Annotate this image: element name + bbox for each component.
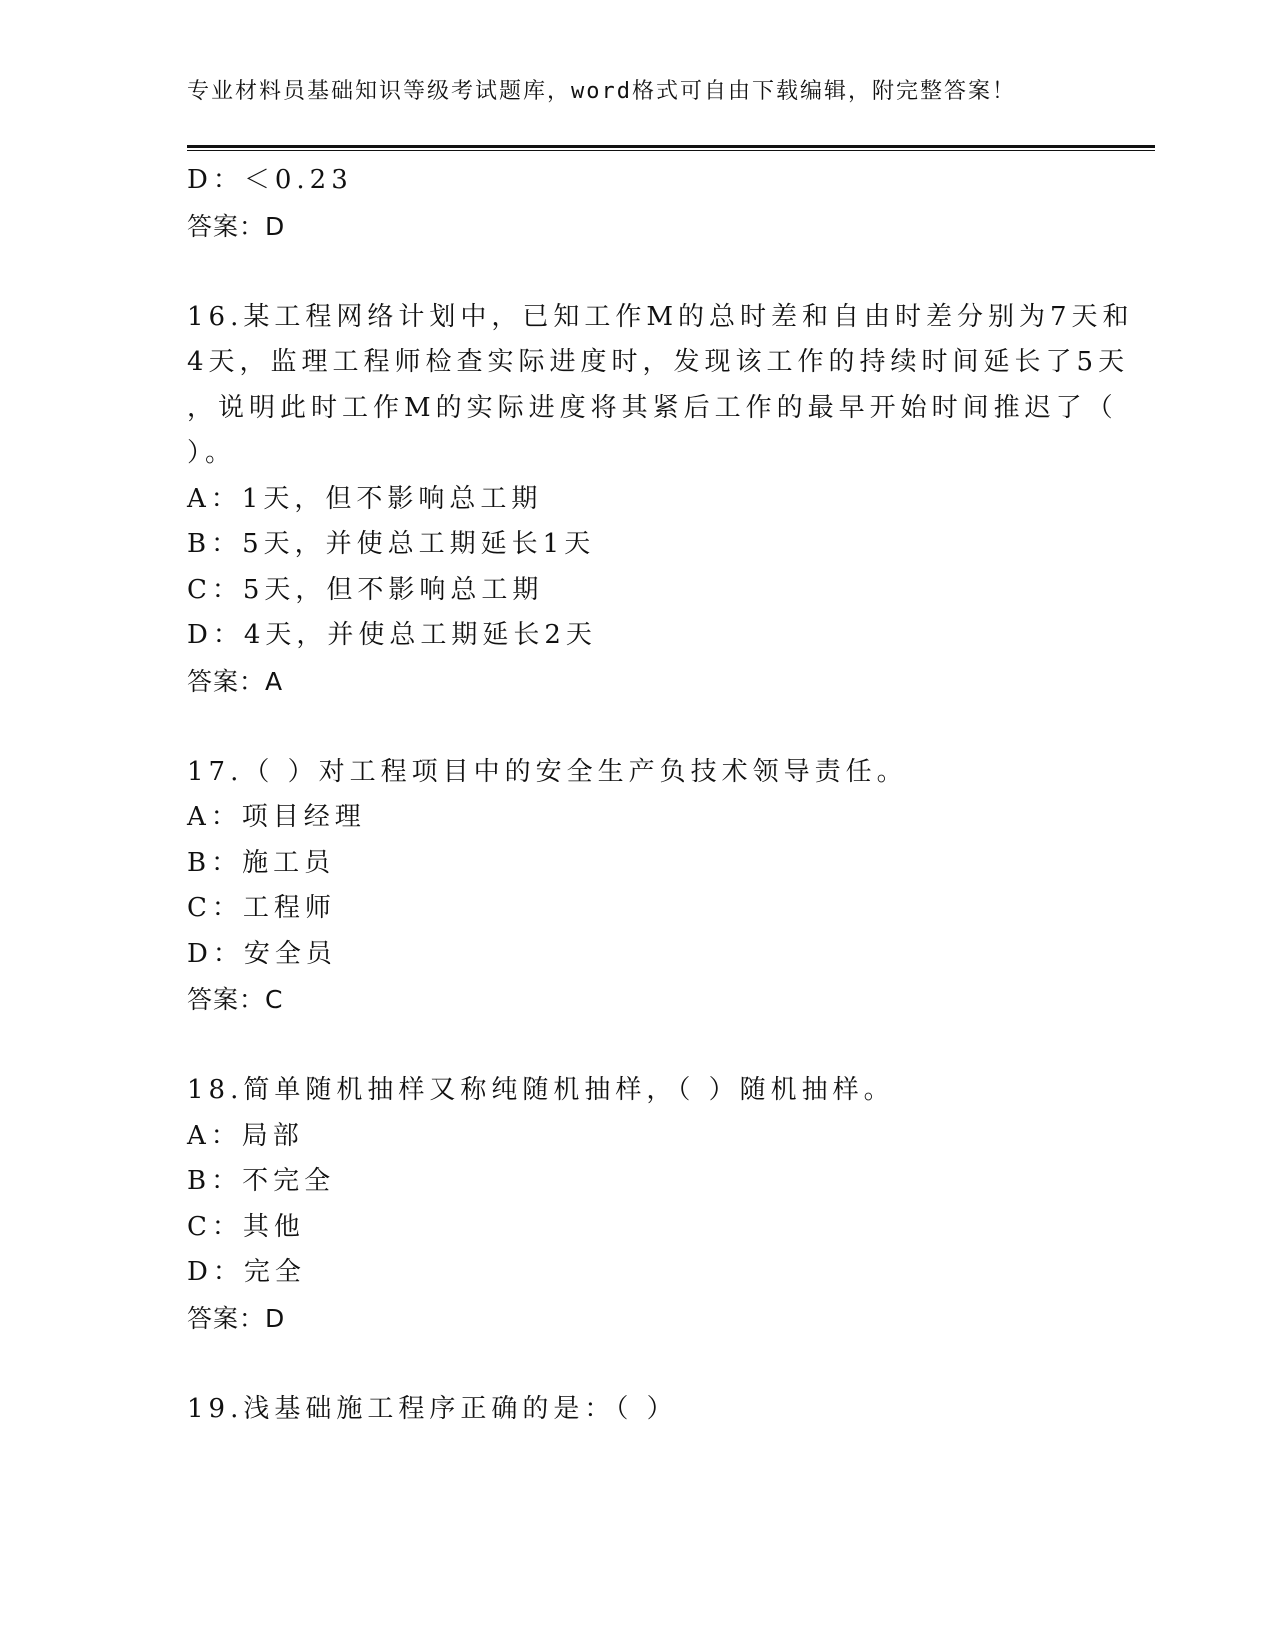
q18-answer: 答案：D bbox=[187, 1303, 286, 1333]
q16-option-d: D：4天，并使总工期延长2天 bbox=[187, 620, 597, 650]
q17-answer: 答案：C bbox=[187, 985, 284, 1014]
spacer bbox=[187, 1023, 1087, 1069]
q17-option-a: A：项目经理 bbox=[187, 802, 366, 832]
q17-option-c: C：工程师 bbox=[187, 893, 336, 923]
page-header: 专业材料员基础知识等级考试题库，word格式可自由下载编辑，附完整答案！ bbox=[187, 79, 1016, 104]
document-body bbox=[187, 158, 1134, 1432]
q18-option-b: B：不完全 bbox=[187, 1166, 336, 1196]
q16-option-b: B：5天，并使总工期延长1天 bbox=[187, 529, 596, 559]
q16-answer: 答案：A bbox=[187, 666, 284, 696]
q18-option-c: C：其他 bbox=[187, 1211, 305, 1242]
q16-option-a: A：1天，但不影响总工期 bbox=[187, 483, 543, 514]
q16-stem-line: 4天，监理工程师检查实际进度时，发现该工作的持续时间延长了5天 bbox=[187, 347, 1130, 377]
q19-stem: 19.浅基础施工程序正确的是：（ ） bbox=[187, 1393, 678, 1424]
header-divider-thin bbox=[187, 150, 1155, 151]
q16-stem-line: ，说明此时工作M的实际进度将其紧后工作的最早开始时间推迟了（ bbox=[187, 392, 1118, 423]
spacer bbox=[187, 249, 1087, 295]
q18-option-a: A：局部 bbox=[187, 1120, 304, 1151]
q15-answer: 答案：D bbox=[187, 211, 286, 241]
q15-option-d: D：＜0.23 bbox=[187, 165, 353, 195]
q17-option-d: D：安全员 bbox=[187, 938, 337, 969]
header-divider bbox=[187, 145, 1155, 148]
spacer bbox=[187, 1341, 1087, 1387]
q17-stem: 17.（ ）对工程项目中的安全生产负技术领导责任。 bbox=[187, 756, 908, 787]
q16-stem-line: 16.某工程网络计划中，已知工作M的总时差和自由时差分别为7天和 bbox=[187, 301, 1134, 332]
q18-option-d: D：完全 bbox=[187, 1257, 306, 1287]
q16-stem-line: ）。 bbox=[187, 438, 237, 468]
spacer bbox=[187, 704, 1087, 750]
q16-option-c: C：5天，但不影响总工期 bbox=[187, 574, 544, 605]
q17-option-b: B：施工员 bbox=[187, 847, 336, 878]
q18-stem: 18.简单随机抽样又称纯随机抽样，（ ）随机抽样。 bbox=[187, 1075, 895, 1105]
